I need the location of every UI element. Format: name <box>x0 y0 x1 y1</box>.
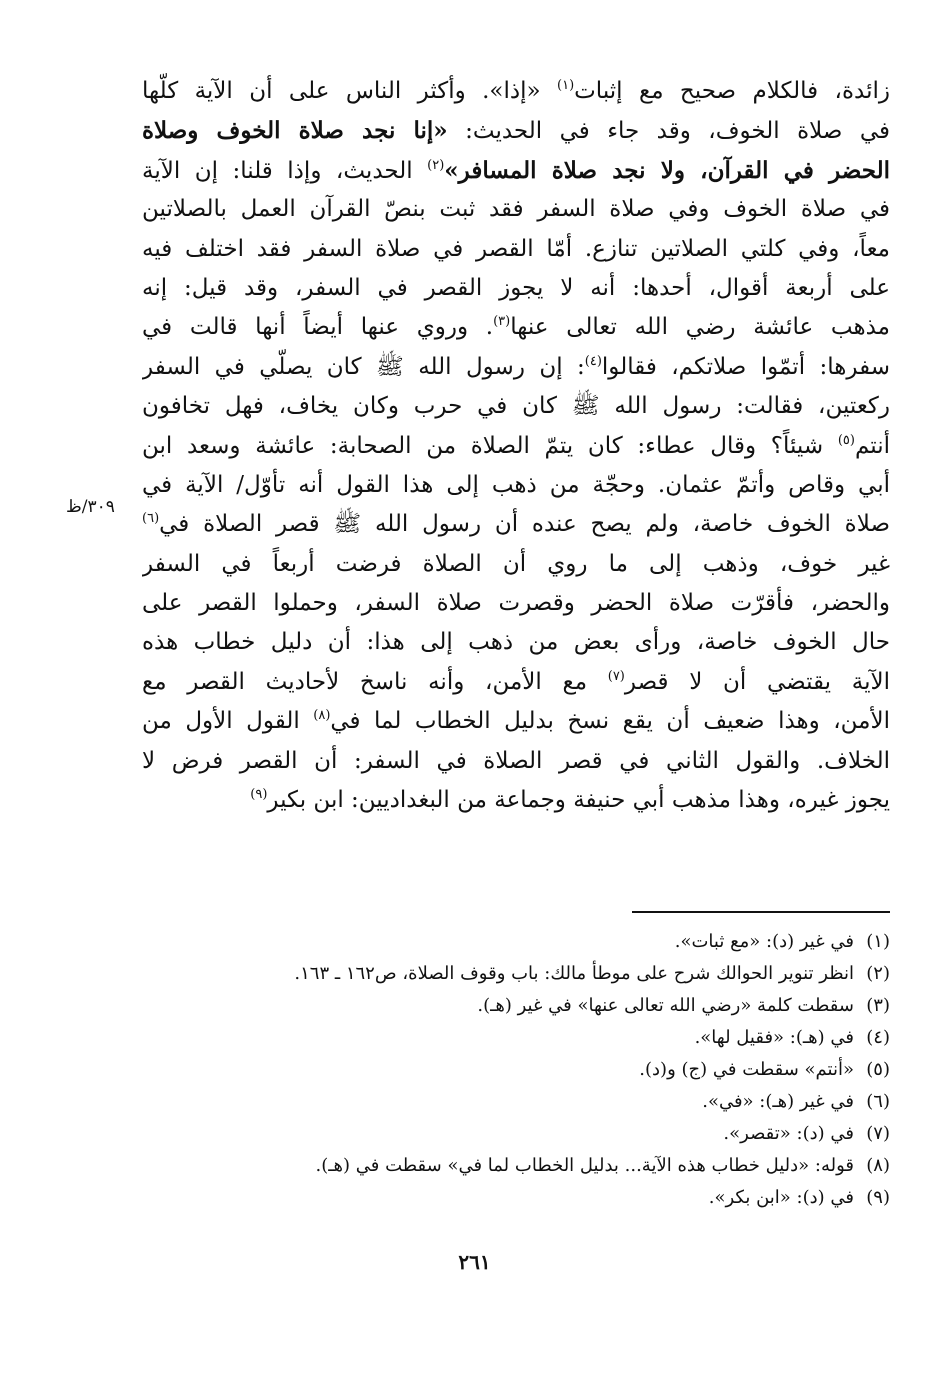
text-segment: الآية يقتضي أن لا قصر <box>624 668 890 695</box>
footnote-number: (٧) <box>866 1123 890 1144</box>
manuscript-folio-marker: ٣٠٩/ظ <box>66 497 115 517</box>
text-line <box>142 72 890 111</box>
footnote-item <box>142 926 890 958</box>
footnote-number: (٨) <box>866 1155 890 1176</box>
footnote-ref[interactable]: (٨) <box>313 708 331 724</box>
text-line <box>142 702 890 741</box>
text-segment: مذهب عائشة رضي الله تعالى عنها <box>510 314 890 341</box>
footnote-item <box>142 958 890 990</box>
footnotes-section <box>142 926 890 1214</box>
footnote-ref[interactable]: (١) <box>557 78 575 93</box>
text-line <box>142 781 890 820</box>
footnote-number: (٤) <box>866 1027 890 1048</box>
text-line <box>142 348 890 387</box>
text-line <box>142 663 890 702</box>
footnote-text: سقطت كلمة «رضي الله تعالى عنها» في غير (هـ). <box>477 995 854 1016</box>
text-segment: سفرها: أتمّوا صلاتكم، فقالوا <box>601 353 890 380</box>
footnote-number: (٦) <box>866 1091 890 1112</box>
text-line <box>142 111 890 150</box>
text-segment: شيئاً؟ وقال عطاء: كان يتمّ الصلاة من الصحابة: عائشة وسعد ابن <box>142 432 838 459</box>
footnote-text: «أنتم» سقطت في (ج) و(د). <box>639 1059 854 1080</box>
page-number: ٢٦١ <box>458 1250 491 1274</box>
text-line: ركعتين، فقالت: رسول الله ﷺ كان في حرب وكان يخاف، فهل تخافون <box>142 393 890 420</box>
footnote-number: (٥) <box>866 1059 890 1080</box>
footnote-ref[interactable]: (٩) <box>250 787 268 803</box>
footnote-ref[interactable]: (٤) <box>584 353 602 369</box>
text-segment: القول الأول من <box>142 708 314 735</box>
footnote-text: قوله: «دليل خطاب هذه الآية... بدليل الخطاب لما في» سقطت في (هـ). <box>315 1155 854 1176</box>
text-segment: . وروي عنها أيضاً أنها قالت في <box>142 314 494 341</box>
hadith-quote: «إنا نجد صلاة الخوف وصلاة <box>142 117 448 145</box>
text-line: والحضر، فأقرّت صلاة الحضر وقصرت صلاة السفر، وحملوا القصر على <box>142 590 890 617</box>
text-line <box>142 505 890 544</box>
footnote-text: في (هـ): «فقيل لها». <box>694 1027 854 1048</box>
footnote-number: (٩) <box>866 1187 890 1208</box>
text-line: الخلاف. والقول الثاني في قصر الصلاة في السفر: أن القصر فرض لا <box>142 747 890 774</box>
footnote-text: في (د): «تقصر». <box>723 1123 854 1144</box>
footnote-ref[interactable]: (٢) <box>427 157 445 173</box>
footnote-item <box>142 1086 890 1118</box>
footnote-number: (١) <box>866 931 890 952</box>
text-segment: أنتم <box>854 432 890 459</box>
text-line: حال الخوف خاصة، ورأى بعض من ذهب إلى هذا: أن دليل خطاب هذه <box>142 629 890 656</box>
text-segment: «إذا». وأكثر الناس على أن الآية كلّها <box>142 78 558 104</box>
text-line: أبي وقاص وأتمّ عثمان. وحجّة من ذهب إلى هذا القول أنه تأوّل/ الآية في <box>142 471 890 498</box>
text-line: غير خوف، وذهب إلى ما روي أن الصلاة فرضت أربعاً في السفر <box>142 550 890 577</box>
text-line <box>142 308 890 347</box>
footnote-separator <box>632 911 890 913</box>
footnote-text: انظر تنوير الحوالك شرح على موطأ مالك: باب وقوف الصلاة، ص١٦٢ ـ ١٦٣. <box>294 963 854 984</box>
text-segment: يجوز غيره، وهذا مذهب أبي حنيفة وجماعة من البغداديين: ابن بكير <box>267 787 890 814</box>
text-line <box>142 427 890 466</box>
footnote-text: في غير (د): «مع ثبات». <box>674 931 854 952</box>
text-line <box>142 151 890 190</box>
footnote-text: في (د): «ابن بكر». <box>708 1187 854 1208</box>
text-segment: صلاة الخوف خاصة، ولم يصح عنده أن رسول الله ﷺ قصر الصلاة في <box>159 511 890 538</box>
footnote-text: في غير (هـ): «في». <box>702 1091 854 1112</box>
footnote-item <box>142 1022 890 1054</box>
footnote-item <box>142 1054 890 1086</box>
text-segment: : إن رسول الله ﷺ كان يصلّي في السفر <box>142 353 585 380</box>
footnote-ref[interactable]: (٥) <box>837 432 855 448</box>
footnote-item <box>142 1118 890 1150</box>
text-segment: الأمن، وهذا ضعيف أن يقع نسخ بدليل الخطاب لما في <box>330 708 890 735</box>
footnote-item <box>142 990 890 1022</box>
text-segment: مع الأمن، وأنه ناسخ لأحاديث القصر مع <box>142 668 608 695</box>
footnote-ref[interactable]: (٦) <box>142 511 160 527</box>
text-line: معاً، وفي كلتي الصلاتين تنازع. أمّا القصر في صلاة السفر فقد اختلف فيه <box>142 235 890 262</box>
text-line: على أربعة أقوال، أحدها: أنه لا يجوز القصر في السفر، وقد قيل: إنه <box>142 274 890 301</box>
footnote-ref[interactable]: (٧) <box>607 668 625 684</box>
footnote-number: (٣) <box>866 995 890 1016</box>
footnote-number: (٢) <box>866 963 890 984</box>
footnote-item <box>142 1150 890 1182</box>
footnote-ref[interactable]: (٣) <box>493 314 511 330</box>
text-segment: زائدة، فالكلام صحيح مع إثبات <box>574 78 890 104</box>
hadith-quote: الحضر في القرآن، ولا نجد صلاة المسافر» <box>444 156 890 184</box>
footnote-item <box>142 1182 890 1214</box>
text-segment: في صلاة الخوف، وقد جاء في الحديث: <box>447 118 890 145</box>
text-line: في صلاة الخوف وفي صلاة السفر فقد ثبت بنصّ القرآن العمل بالصلاتين <box>142 196 890 223</box>
text-segment: الحديث، وإذا قلنا: إن الآية <box>142 157 428 184</box>
main-text <box>142 72 890 820</box>
